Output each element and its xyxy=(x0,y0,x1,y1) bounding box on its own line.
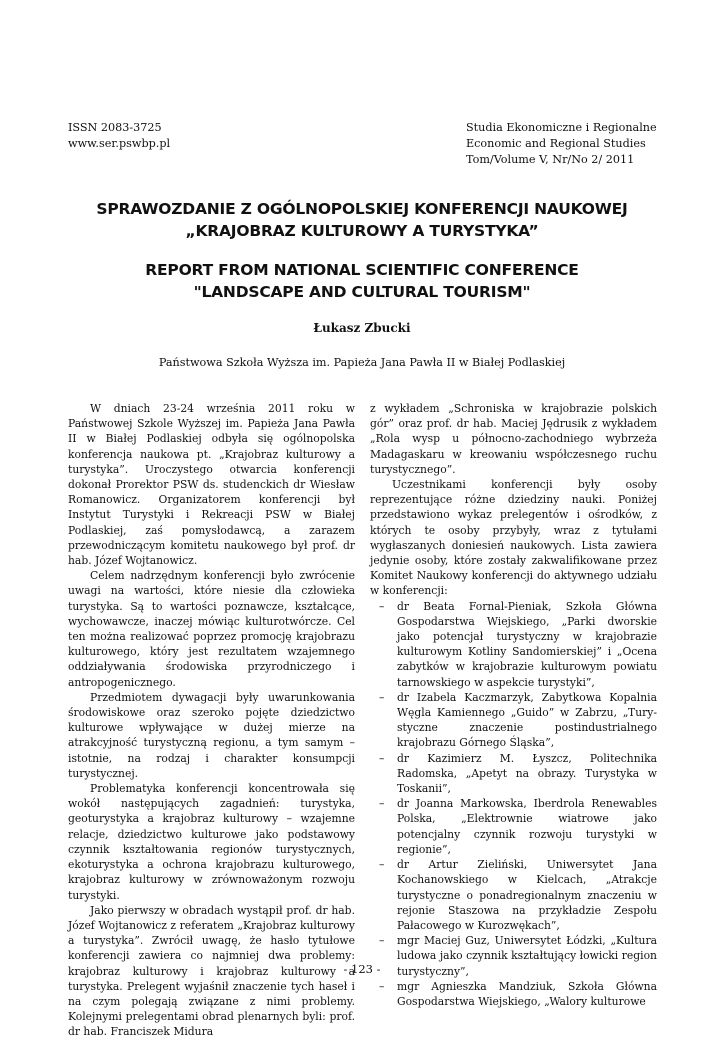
right-column xyxy=(370,401,657,1009)
dash-bullet: – xyxy=(379,690,385,704)
paragraph: Uczestnikami konferencji były osoby reprezentujące różne dziedziny nauki. Poniżej przedstawiono wykaz prelegentów i ośrodków, z których te osoby przybyły, wraz z tytułami wygłaszanych doniesień naukowych. Lista zawiera jedynie osoby, które zostały zakwalifikowane przez Komitet Naukowy konferencji do aktywnego udziału w konferencji: xyxy=(370,478,657,598)
dash-bullet: – xyxy=(379,797,385,811)
dash-bullet: – xyxy=(379,599,385,613)
list-item-text: mgr Maciej Guz, Uniwersytet Łódzki, „Kultura ludowa jako czynnik kształtujący łowicki region turystyczny”, xyxy=(397,934,657,978)
participant-list xyxy=(370,599,657,1009)
list-item-text: dr Kazimierz M. Łyszcz, Politechnika Radomska, „Apetyt na obrazy. Turystyka w Toskanii”, xyxy=(397,751,657,796)
title-polish xyxy=(60,198,664,242)
journal-header-right xyxy=(466,120,657,168)
dash-bullet: – xyxy=(379,979,385,993)
list-item xyxy=(370,857,657,933)
journal-name-pl: Studia Ekonomiczne i Regionalne xyxy=(466,121,657,134)
journal-url: www.ser.pswbp.pl xyxy=(68,137,171,150)
list-item-text: dr Joanna Markowska, Iberdrola Renewables Polska, „Elektrownie wiatrowe jako potencjalny czynnik rozwoju turystyki w regionie”, xyxy=(397,797,657,856)
title-polish-line: „KRAJOBRAZ KULTUROWY A TURYSTYKA” xyxy=(185,222,539,240)
list-item xyxy=(370,979,657,1009)
list-item xyxy=(370,599,657,690)
dash-bullet: – xyxy=(379,858,385,872)
title-english-line: REPORT FROM NATIONAL SCIENTIFIC CONFERENCE xyxy=(145,261,579,279)
list-item xyxy=(370,751,657,797)
list-item xyxy=(370,690,657,751)
journal-volume: Tom/Volume V, Nr/No 2/ 2011 xyxy=(466,153,635,166)
paragraph-continuation: z wykładem „Schroniska w krajobrazie polskich gór” oraz prof. dr hab. Maciej Jędrusik z wykładem „Rola wysp u północno-zachodniego wybrzeża Madagaskaru w kreowaniu współczesnego ruchu turystycznego”. xyxy=(370,402,657,476)
page-number: - 123 - xyxy=(343,962,381,976)
dash-bullet: – xyxy=(379,934,385,948)
list-item-text: dr Izabela Kaczmarzyk, Zabytkowa Kopalnia Węgla Kamiennego „Guido” w Zabrzu, „Tury-styczne znaczenie postindustrialnego krajobrazu Górnego Śląska”, xyxy=(397,690,657,750)
list-item-text: dr Artur Zieliński, Uniwersytet Jana Kochanowskiego w Kielcach, „Atrakcje turystyczne o ponadregionalnym znaczeniu w rejonie Staszowa na przykładzie Zespołu Pałacowego w Kurozwękach”, xyxy=(397,858,657,932)
paragraph: Problematyka konferencji koncentrowała się wokół następujących zagadnień: turystyka, geoturystyka a krajobraz kulturowy – wzajemne relacje, dziedzictwo kulturowe jako podstawowy czynnik kształtowania regionów turystycznych, ekoturystyka a ochrona krajobrazu kulturowego, krajobraz kulturowy w zrównoważonym rozwoju turystyki. xyxy=(68,782,355,902)
title-polish-line: SPRAWOZDANIE Z OGÓLNOPOLSKIEJ KONFERENCJI NAUKOWEJ xyxy=(96,200,628,218)
author: Łukasz Zbucki xyxy=(313,321,411,335)
list-item xyxy=(370,796,657,857)
paragraph: W dniach 23-24 września 2011 roku w Państwowej Szkole Wyższej im. Papieża Jana Pawła II w Białej Podlaskiej odbyła się ogólnopolska konferencja naukowa pt. „Krajobraz kulturowy a turystyka”. Uroczystego otwarcia konferencji dokonał Prorektor PSW ds. studenckich dr Wiesław Romanowicz. Organizatorem konferencji był Instytut Turystyki i Rekreacji PSW w Białej Podlaskiej, zaś pomysłodawcą, a zarazem przewodniczącym komitetu naukowego był prof. dr hab. Józef Wojtanowicz. xyxy=(68,402,355,568)
journal-header-left xyxy=(68,120,170,152)
affiliation: Państwowa Szkoła Wyższa im. Papieża Jana Pawła II w Białej Podlaskiej xyxy=(158,356,566,369)
left-column xyxy=(68,401,355,1040)
paragraph: Jako pierwszy w obradach wystąpił prof. dr hab. Józef Wojtanowicz z referatem „Krajobraz kulturowy a turystyka”. Zwrócił uwagę, że hasło tytułowe konferencji zawiera co najmniej dwa problemy: krajobraz kulturowy i krajobraz kulturowy a turystyka. Prelegent wyjaśnił znaczenie tych haseł i na czym polegają związane z nimi problemy. Kolejnymi prelegentami obrad plenarnych byli: prof. dr hab. Franciszek Midura xyxy=(68,903,355,1039)
title-english xyxy=(60,259,664,303)
journal-name-en: Economic and Regional Studies xyxy=(466,137,646,150)
list-item-text: dr Beata Fornal-Pieniak, Szkoła Główna Gospodarstwa Wiejskiego, „Parki dworskie jako potencjał turystyczny w krajobrazie kulturowym Kotliny Sandomierskiej” i „Ocena zabytków w krajobrazie kulturowym powiatu tarnowskiego w aspekcie turystyki”, xyxy=(397,599,657,689)
issn: ISSN 2083-3725 xyxy=(68,121,162,134)
paragraph: Celem nadrzędnym konferencji było zwrócenie uwagi na wartości, które niesie dla człowieka turystyka. Są to wartości poznawcze, kształcące, wychowawcze, inaczej mówiąc kulturotwórcze. Cel ten można realizować poprzez promocję krajobrazu kulturowego, który jest rezultatem wzajemnego oddziaływania środowiska przyrodniczego i antropogenicznego. xyxy=(68,569,355,689)
paragraph: Przedmiotem dywagacji były uwarunkowania środowiskowe oraz szeroko pojęte dziedzictwo kulturowe wpływające w dużej mierze na atrakcyjność turystyczną regionu, a tym samym – istotnie, na rodzaj i charakter konsumpcji turystycznej. xyxy=(68,690,355,780)
dash-bullet: – xyxy=(379,751,385,765)
title-english-line: "LANDSCAPE AND CULTURAL TOURISM" xyxy=(193,283,531,301)
list-item-text: mgr Agnieszka Mandziuk, Szkoła Główna Gospodarstwa Wiejskiego, „Walory kulturowe xyxy=(397,979,657,1008)
